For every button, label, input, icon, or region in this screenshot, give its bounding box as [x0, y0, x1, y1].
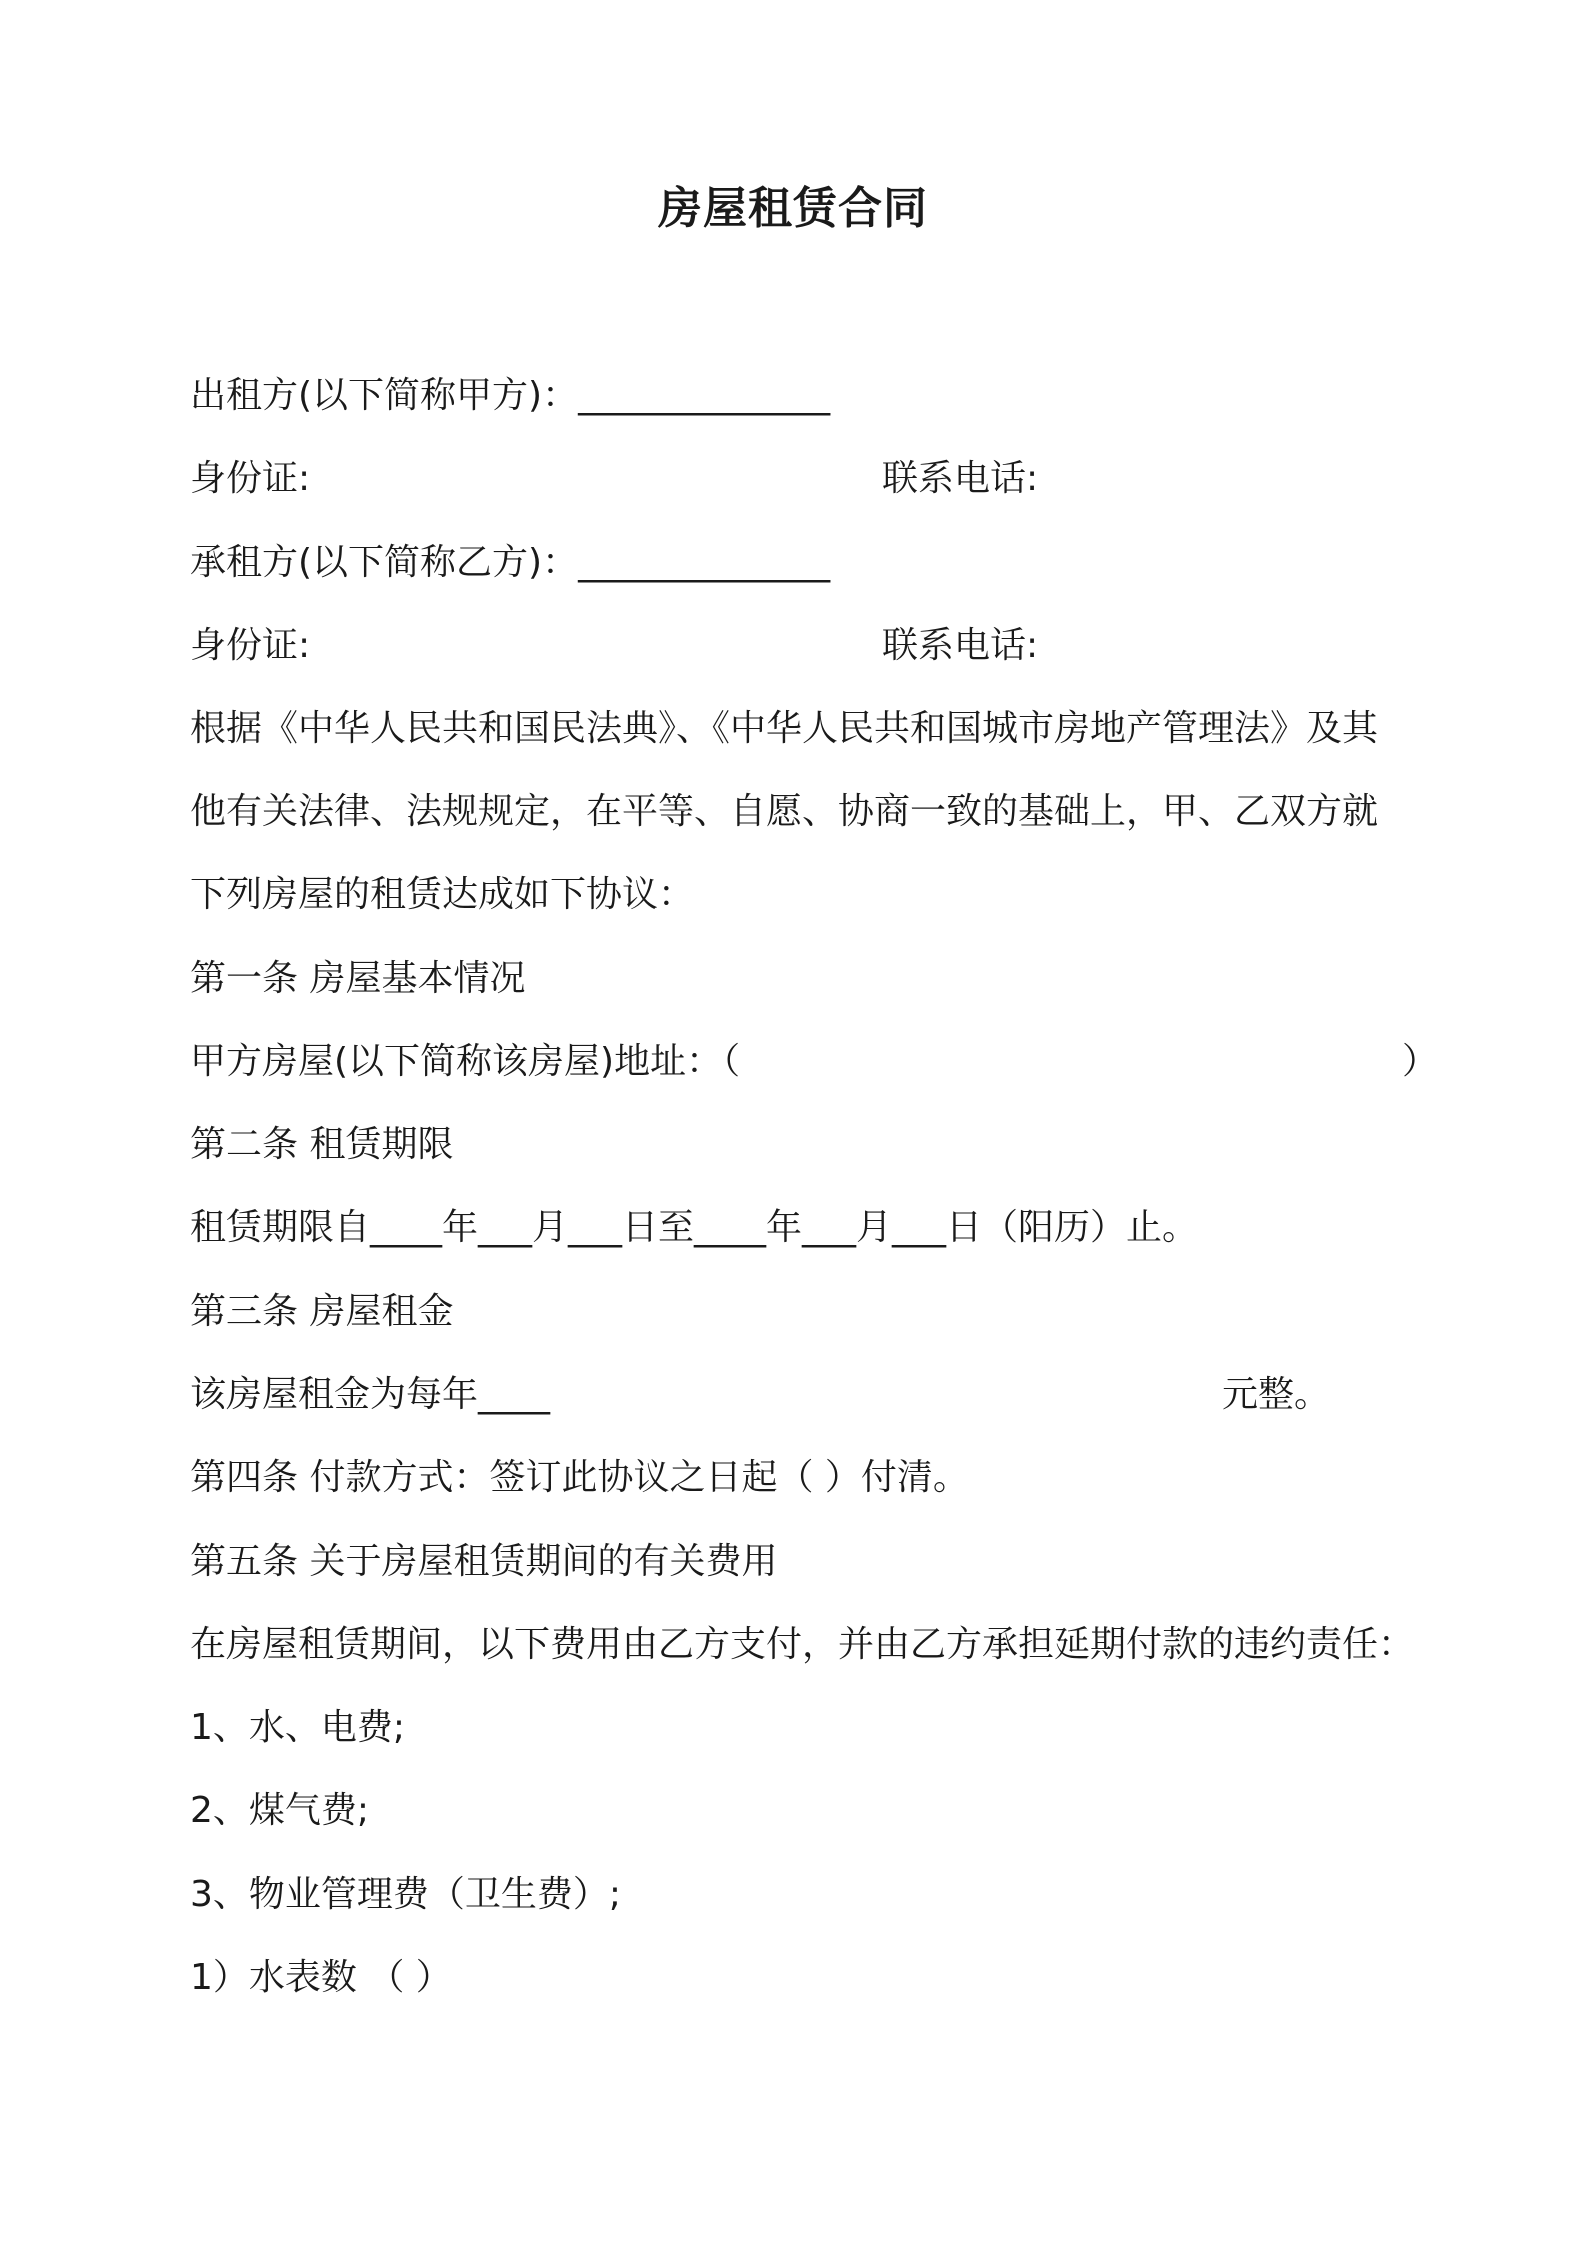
- article-3-suffix: 元整。: [1222, 1374, 1331, 1415]
- lessor-id-label: 身份证:: [190, 458, 311, 499]
- article-5-heading: 第五条 关于房屋租赁期间的有关费用: [190, 1541, 778, 1582]
- lessee-phone-label: 联系电话:: [882, 625, 1039, 666]
- article-3-text: 该房屋租金为每年____: [190, 1374, 551, 1415]
- preamble-line-2: 他有关法律、法规规定，在平等、自愿、协商一致的基础上，甲、乙双方就: [190, 791, 1379, 832]
- article-1-address-close: ）: [1402, 1041, 1439, 1082]
- fee-item-water-electricity: 1、水、电费;: [190, 1707, 406, 1748]
- article-4-text: 第四条 付款方式：签订此协议之日起（ ）付清。: [190, 1457, 969, 1498]
- preamble-line-1: 根据《中华人民共和国民法典》、《中华人民共和国城市房地产管理法》及其: [190, 708, 1379, 749]
- article-1-heading: 第一条 房屋基本情况: [190, 958, 526, 999]
- lessee-id-label: 身份证:: [190, 625, 311, 666]
- lessee-line: 承租方(以下简称乙方)：______________: [190, 542, 831, 583]
- article-5-intro: 在房屋租赁期间，以下费用由乙方支付，并由乙方承担延期付款的违约责任：: [190, 1624, 1415, 1665]
- water-meter-reading: 1）水表数 （ ）: [190, 1957, 452, 1998]
- article-2-heading: 第二条 租赁期限: [190, 1124, 454, 1165]
- article-1-address: 甲方房屋(以下简称该房屋)地址：（: [190, 1041, 741, 1082]
- preamble-line-3: 下列房屋的租赁达成如下协议：: [190, 874, 695, 915]
- article-2-text: 租赁期限自____年___月___日至____年___月___日（阳历）止。: [190, 1207, 1199, 1248]
- document-title: 房屋租赁合同: [658, 183, 928, 234]
- fee-item-gas: 2、煤气费;: [190, 1790, 370, 1831]
- lessor-phone-label: 联系电话:: [882, 458, 1039, 499]
- article-3-heading: 第三条 房屋租金: [190, 1291, 454, 1332]
- fee-item-property-management: 3、物业管理费（卫生费）;: [190, 1874, 622, 1915]
- lessor-line: 出租方(以下简称甲方)：______________: [190, 375, 831, 416]
